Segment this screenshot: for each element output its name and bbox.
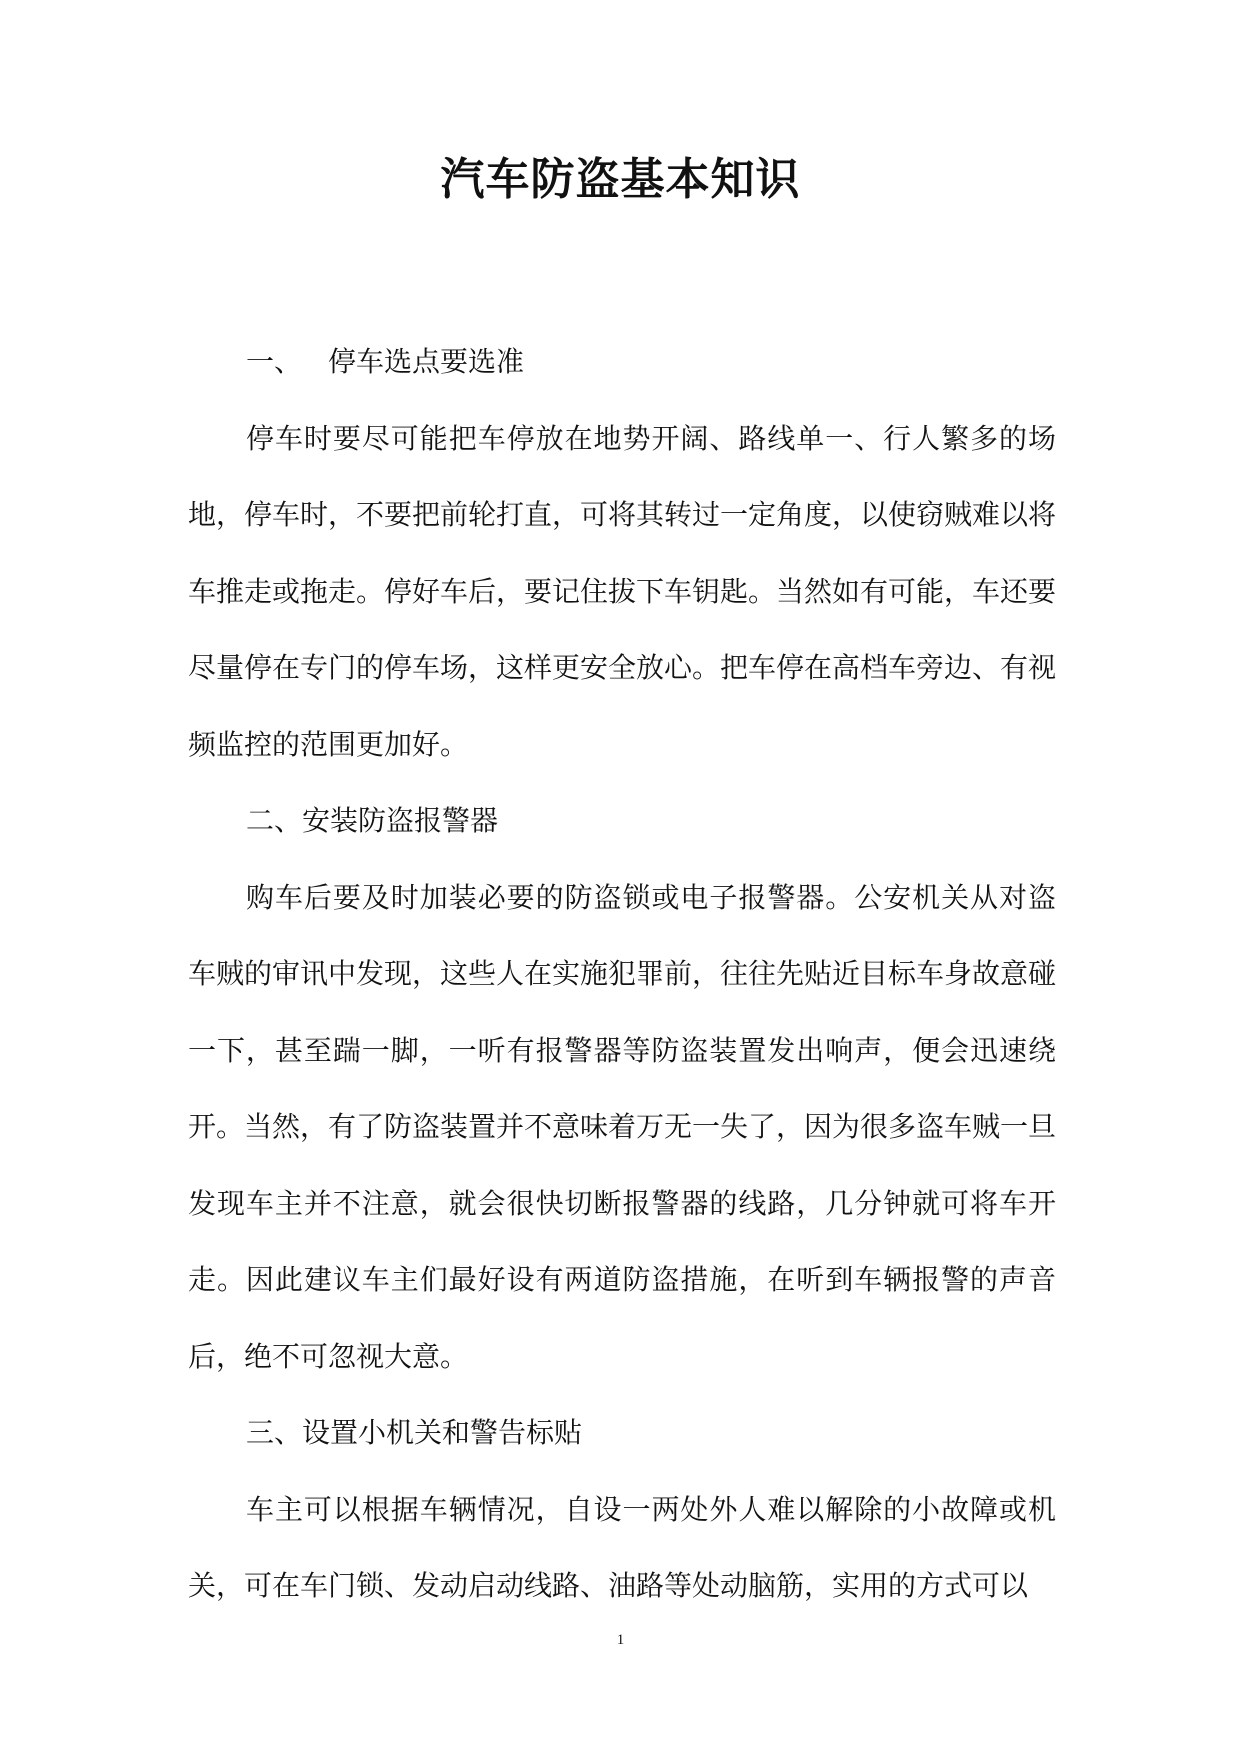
section-paragraph-1: 停车时要尽可能把车停放在地势开阔、路线单一、行人繁多的场地，停车时，不要把前轮打直，可将其转过一定角度，以使窃贼难以将车推走或拖走。停好车后，要记住拔下车钥匙。当然如有可能，车还要尽量停在专门的停车场，这样更安全放心。把车停在高档车旁边、有视频监控的范围更加好。 — [188, 421, 1057, 761]
section-heading-1-number: 一、 — [246, 345, 303, 378]
document-title: 汽车防盗基本知识 — [440, 154, 801, 205]
document-body — [188, 324, 1056, 1625]
section-heading-2: 二、安装防盗报警器 — [246, 804, 499, 837]
section-paragraph-3: 车主可以根据车辆情况，自设一两处外人难以解除的小故障或机关，可在车门锁、发动启动线路、油路等处动脑筋，实用的方式可以 — [188, 1492, 1056, 1602]
section-paragraph-2: 购车后要及时加装必要的防盗锁或电子报警器。公安机关从对盗车贼的审讯中发现，这些人在实施犯罪前，往往先贴近目标车身故意碰一下，甚至踹一脚，一听有报警器等防盗装置发出响声，便会迅速绕开。当然，有了防盗装置并不意味着万无一失了，因为很多盗车贼一旦发现车主并不注意，就会很快切断报警器的线路，几分钟就可将车开走。因此建议车主们最好设有两道防盗措施，在听到车辆报警的声音后，绝不可忽视大意。 — [188, 880, 1057, 1373]
section-heading-1-text: 停车选点要选准 — [328, 345, 525, 378]
section-heading-1 — [188, 324, 1056, 401]
page-number: 1 — [616, 1632, 625, 1648]
section-heading-3: 三、设置小机关和警告标贴 — [246, 1416, 583, 1449]
